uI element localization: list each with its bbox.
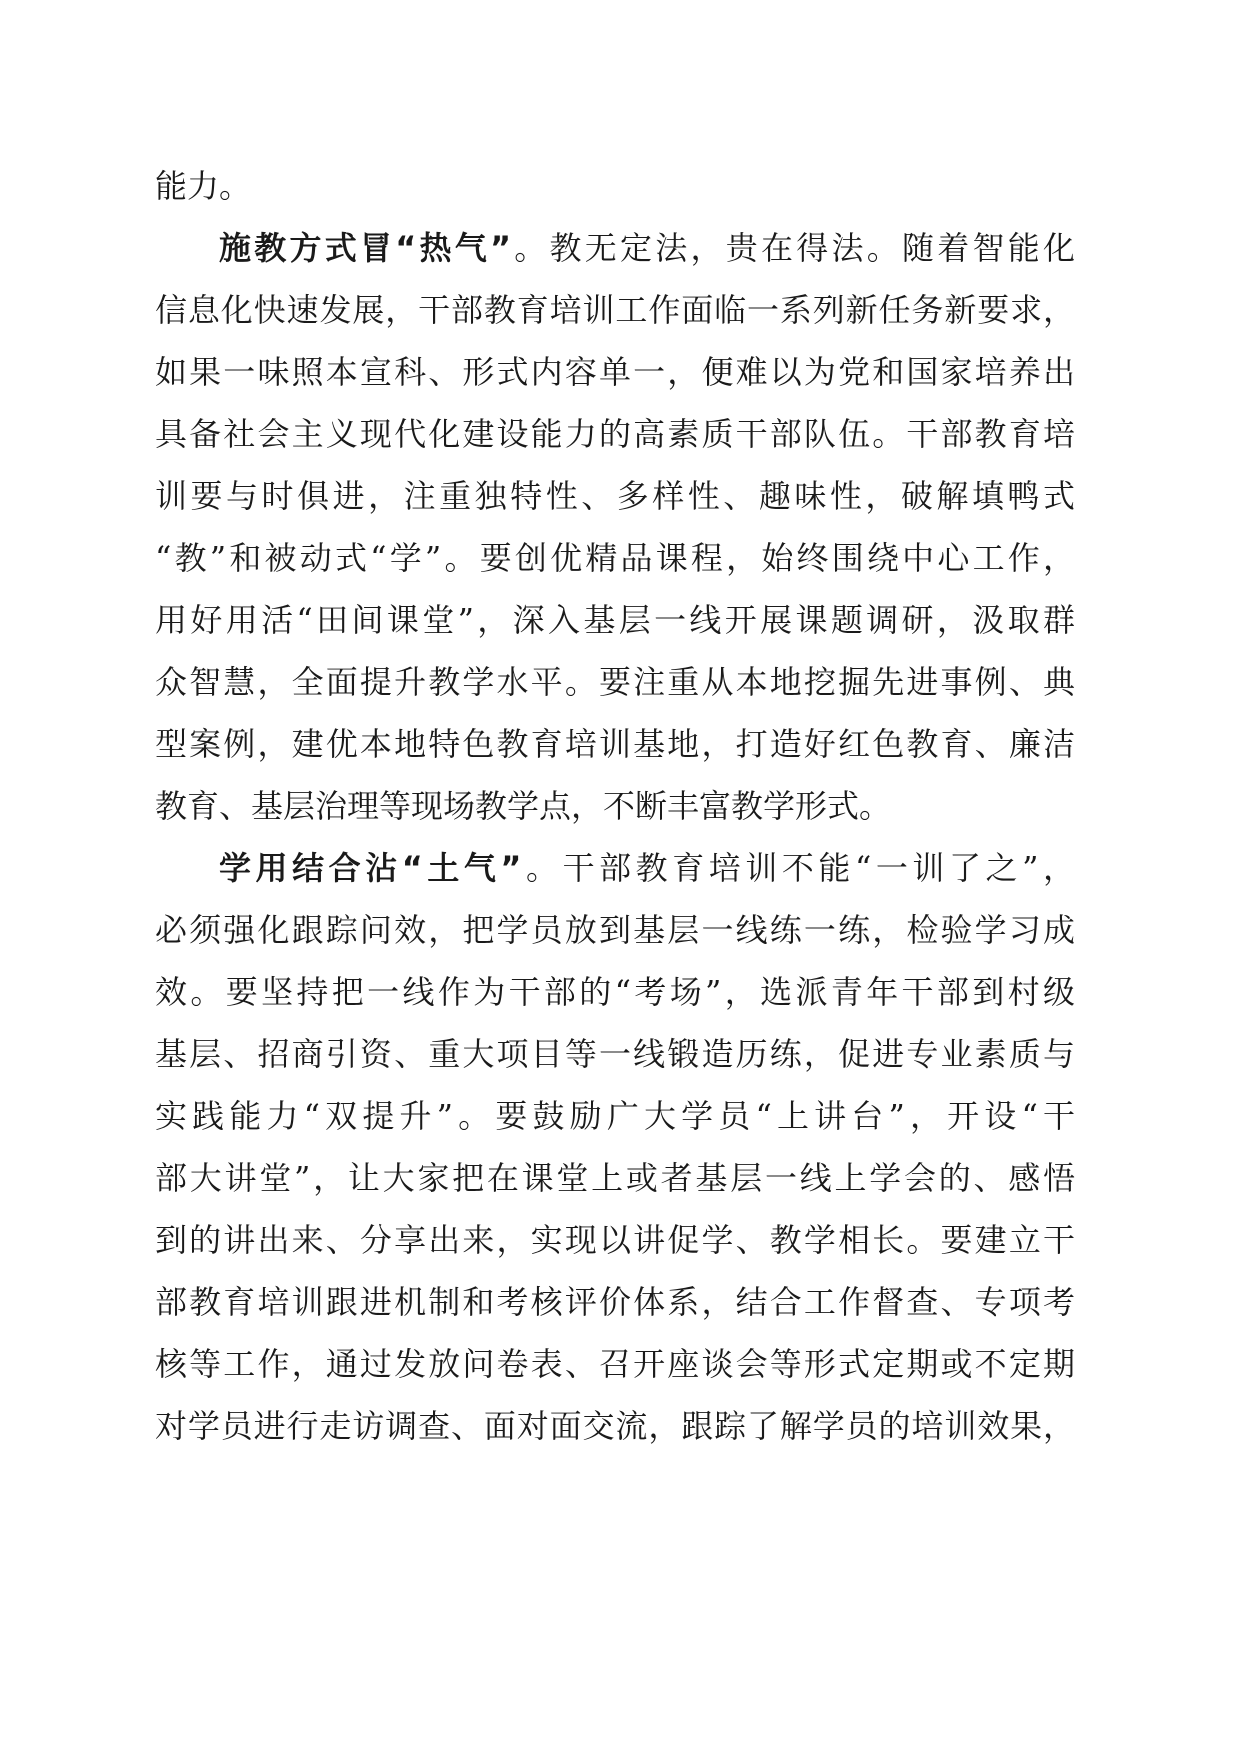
text-line: 众智慧，全面提升教学水平。要注重从本地挖掘先进事例、典 xyxy=(155,663,1075,701)
text-line: 信息化快速发展，干部教育培训工作面临一系列新任务新要求， xyxy=(155,291,1075,329)
text-line: 教育、基层治理等现场教学点，不断丰富教学形式。 xyxy=(155,787,892,825)
paragraph-teaching-methods xyxy=(155,217,1075,837)
text-line: 对学员进行走访调查、面对面交流，跟踪了解学员的培训效果， xyxy=(155,1407,1075,1445)
text-line: “教”和被动式“学”。要创优精品课程，始终围绕中心工作， xyxy=(155,539,1075,577)
text-line: 必须强化跟踪问效，把学员放到基层一线练一练，检验学习成 xyxy=(155,911,1075,949)
section-heading: 学用结合沾“土气” xyxy=(219,849,522,887)
text-line xyxy=(155,217,1075,279)
text-line: 到的讲出来、分享出来，实现以讲促学、教学相长。要建立干 xyxy=(155,1221,1075,1259)
text-run: 。教无定法，贵在得法。随着智能化 xyxy=(511,229,1075,267)
text-run: 。干部教育培训不能“一训了之”， xyxy=(521,849,1075,887)
text-line: 用好用活“田间课堂”，深入基层一线开展课题调研，汲取群 xyxy=(155,601,1075,639)
text-line: 基层、招商引资、重大项目等一线锻造历练，促进专业素质与 xyxy=(155,1035,1075,1073)
text-line: 具备社会主义现代化建设能力的高素质干部队伍。干部教育培 xyxy=(155,415,1075,453)
paragraph-continuation xyxy=(155,155,1075,217)
paragraph-learning-application xyxy=(155,837,1075,1457)
text-line: 实践能力“双提升”。要鼓励广大学员“上讲台”，开设“干 xyxy=(155,1097,1075,1135)
text-line: 效。要坚持把一线作为干部的“考场”，选派青年干部到村级 xyxy=(155,973,1075,1011)
document-page xyxy=(155,155,1075,1457)
section-heading: 施教方式冒“热气” xyxy=(219,229,512,267)
text-line: 部教育培训跟进机制和考核评价体系，结合工作督查、专项考 xyxy=(155,1283,1075,1321)
text-line: 型案例，建优本地特色教育培训基地，打造好红色教育、廉洁 xyxy=(155,725,1075,763)
text-line xyxy=(155,837,1075,899)
text-line: 核等工作，通过发放问卷表、召开座谈会等形式定期或不定期 xyxy=(155,1345,1075,1383)
text-line: 如果一味照本宣科、形式内容单一，便难以为党和国家培养出 xyxy=(155,353,1075,391)
text-line: 训要与时俱进，注重独特性、多样性、趣味性，破解填鸭式 xyxy=(155,477,1075,515)
text-line: 部大讲堂”，让大家把在课堂上或者基层一线上学会的、感悟 xyxy=(155,1159,1075,1197)
text-line: 能力。 xyxy=(155,167,252,205)
